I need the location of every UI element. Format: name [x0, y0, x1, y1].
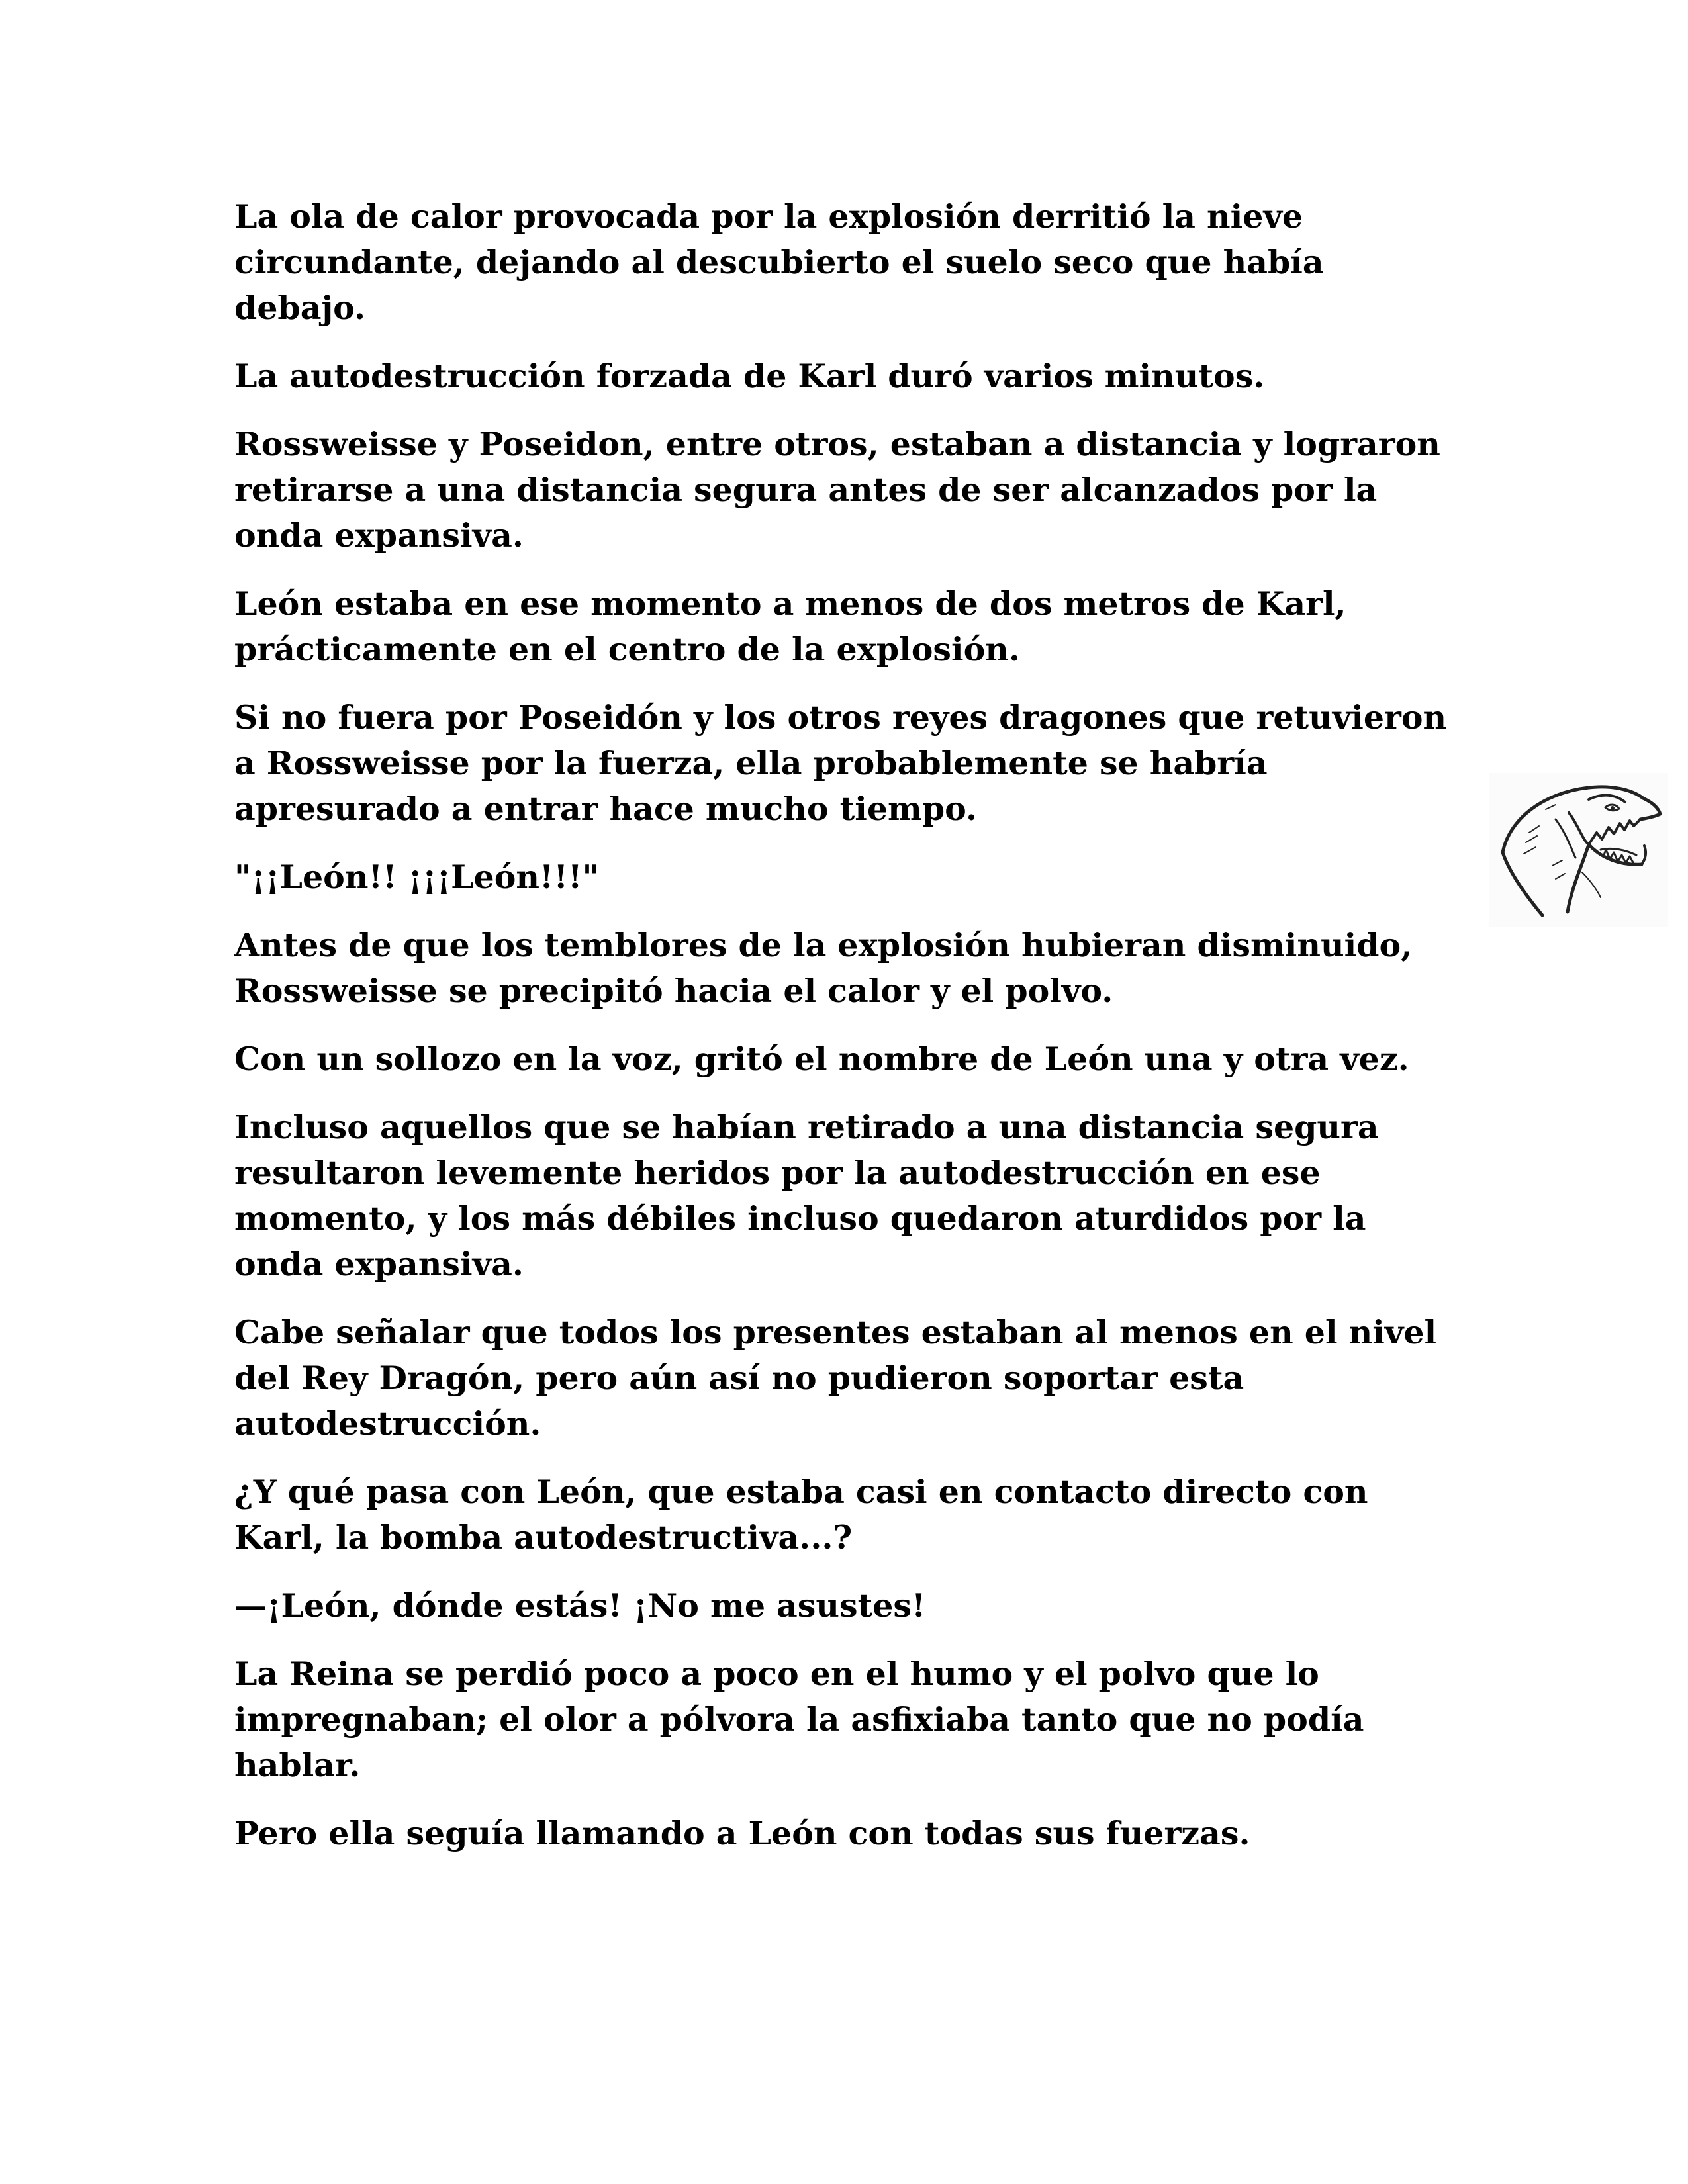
paragraph: La ola de calor provocada por la explosión derritió la nieve circundante, dejando al descubierto el suelo seco que había debajo.	[234, 197, 1324, 327]
dinosaur-head-sketch-icon	[1489, 773, 1668, 927]
paragraph: ¿Y qué pasa con León, que estaba casi en contacto directo con Karl, la bomba autodestructiva...?	[234, 1473, 1368, 1557]
paragraph: Cabe señalar que todos los presentes estaban al menos en el nivel del Rey Dragón, pero aún así no pudieron soportar esta autodestrucción.	[234, 1313, 1437, 1443]
paragraph: Rossweisse y Poseidon, entre otros, estaban a distancia y lograron retirarse a una distancia segura antes de ser alcanzados por la onda expansiva.	[234, 425, 1440, 555]
text-body	[234, 194, 1452, 1879]
paragraph: La autodestrucción forzada de Karl duró varios minutos.	[234, 357, 1265, 395]
paragraph: Pero ella seguía llamando a León con todas sus fuerzas.	[234, 1814, 1250, 1852]
paragraph: —¡León, dónde estás! ¡No me asustes!	[234, 1586, 926, 1625]
paragraph: La Reina se perdió poco a poco en el humo y el polvo que lo impregnaban; el olor a pólvora la asfixiaba tanto que no podía hablar.	[234, 1655, 1364, 1784]
paragraph: Antes de que los temblores de la explosión hubieran disminuido, Rossweisse se precipitó hacia el calor y el polvo.	[234, 926, 1413, 1010]
paragraph: Incluso aquellos que se habían retirado a una distancia segura resultaron levemente heridos por la autodestrucción en ese momento, y los más débiles incluso quedaron aturdidos por la onda expansiva.	[234, 1108, 1379, 1283]
paragraph: Con un sollozo en la voz, gritó el nombre de León una y otra vez.	[234, 1040, 1409, 1078]
paragraph: "¡¡León!! ¡¡¡León!!!"	[234, 858, 600, 896]
paragraph: Si no fuera por Poseidón y los otros reyes dragones que retuvieron a Rossweisse por la fuerza, ella probablemente se habría apresurado a entrar hace mucho tiempo.	[234, 698, 1447, 828]
paragraph: León estaba en ese momento a menos de dos metros de Karl, prácticamente en el centro de la explosión.	[234, 584, 1346, 668]
